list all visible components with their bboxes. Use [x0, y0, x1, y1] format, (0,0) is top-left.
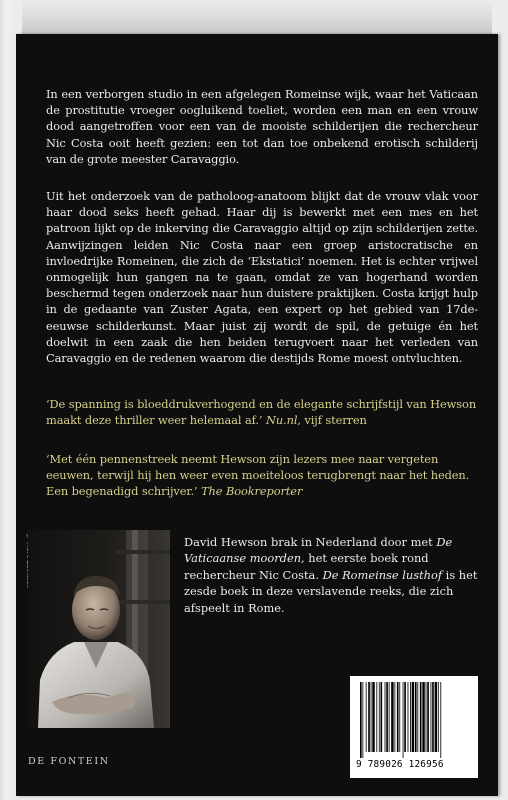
review-quote-2-source: The Bookreporter	[201, 484, 303, 499]
barcode-bar	[379, 682, 380, 752]
barcode-bar	[415, 682, 417, 752]
barcode-bar	[408, 682, 409, 752]
barcode-bar	[376, 682, 377, 752]
barcode-digits: 9 789026 126956	[356, 759, 444, 770]
barcode-bar	[410, 682, 411, 752]
review-quote-1-source: Nu.nl	[265, 413, 298, 428]
review-quote-1	[46, 396, 480, 428]
review-quote-1-suffix: , vijf sterren	[297, 413, 367, 428]
barcode-bar	[422, 682, 424, 752]
blurb-paragraph-2: Uit het onderzoek van de patholoog-anatoom blijkt dat de vrouw vlak voor haar dood seks heeft gehad. Haar dij is bewerkt met een mes en het patroon lijkt op de inkerving die Caravaggio altijd op zijn schilderijen zette. Aanwijzingen leiden Nic Costa naar een groep aristocratische en invloedrijke Romeinen, die zich de ‘Ekstatici’ noemen. Het is echter vrijwel onmogelijk hun gangen na te gaan, omdat ze van hogerhand worden beschermd tegen onderzoek naar hun duistere praktijken. Costa krijgt hulp in de gedaante van Zuster Agata, een expert op het gebied van 17de-eeuwse schilderkunst. Maar juist zij wordt de spil, de getuige én het doelwit in een zaak die hen beiden terugvoert naar het verleden van Caravaggio en de redenen waarom die destijds Rome moest ontvluchten.	[46, 189, 478, 366]
barcode-bar	[438, 682, 439, 752]
barcode-bar	[389, 682, 390, 752]
author-bio-book-title-2: De Romeinse lusthof	[322, 567, 443, 582]
barcode-bar	[362, 682, 363, 758]
barcode-bar	[440, 682, 441, 758]
barcode-bar	[404, 682, 406, 752]
blurb-paragraph-1: In een verborgen studio in een afgelegen Romeinse wijk, waar het Vaticaan de prostitutie vroeger oogluikend toeliet, worden een man en een vrouw dood aangetroffen voor een van de mooiste schilderijen die rechercheur Nic Costa ooit heeft gezien: een tot dan toe onbekend erotisch schilderij van de grote meester Caravaggio.	[46, 87, 478, 166]
author-bio-part-3: is het zesde boek in deze verslavende reeks, die zich afspeelt in Rome.	[184, 567, 478, 615]
barcode-bar	[420, 682, 422, 752]
barcode-bar	[427, 682, 429, 752]
barcode-bar	[366, 682, 367, 752]
page-block-top	[22, 0, 492, 34]
barcode-bar	[360, 682, 362, 758]
barcode-bar	[426, 682, 427, 752]
author-photo	[28, 530, 170, 728]
barcode-bar	[397, 682, 399, 752]
barcode-bar	[371, 682, 372, 752]
barcode-bar	[372, 682, 374, 752]
barcode-bar	[399, 682, 400, 752]
barcode-bar	[391, 682, 393, 752]
barcode-bars	[358, 682, 470, 758]
author-bio-book-title-1: De Vaticaanse moorden	[184, 535, 453, 566]
barcode-bar	[432, 682, 434, 752]
barcode-bar	[368, 682, 370, 752]
review-quote-2	[46, 451, 480, 500]
barcode-bar	[412, 682, 414, 752]
author-bio-part-2: , het eerste boek rond rechercheur Nic Costa.	[184, 551, 429, 582]
barcode-bar	[394, 682, 395, 752]
back-cover	[16, 34, 498, 796]
barcode-bar	[435, 682, 437, 752]
barcode-bar	[417, 682, 418, 752]
publisher-name: DE FONTEIN	[28, 756, 110, 767]
isbn-barcode	[350, 676, 478, 778]
barcode-bar	[385, 682, 386, 752]
review-quote-1-text: ‘De spanning is bloeddrukverhogend en de elegante schrijfstijl van Hewson maakt deze thriller weer helemaal af.’	[46, 397, 477, 428]
review-quote-2-text: ‘Met één pennenstreek neemt Hewson zijn lezers mee naar vergeten eeuwen, terwijl hij hen weer even moeiteloos terugbrengt naar het heden. Een begenadigd schrijver.’	[46, 452, 470, 499]
barcode-bar	[386, 682, 388, 752]
barcode-bar	[431, 682, 432, 752]
author-bio	[184, 534, 480, 616]
author-bio-part-1: David Hewson brak in Nederland door met	[184, 535, 437, 549]
author-portrait-illustration	[28, 530, 170, 728]
barcode-bar	[403, 682, 404, 758]
barcode-bar	[381, 682, 383, 752]
